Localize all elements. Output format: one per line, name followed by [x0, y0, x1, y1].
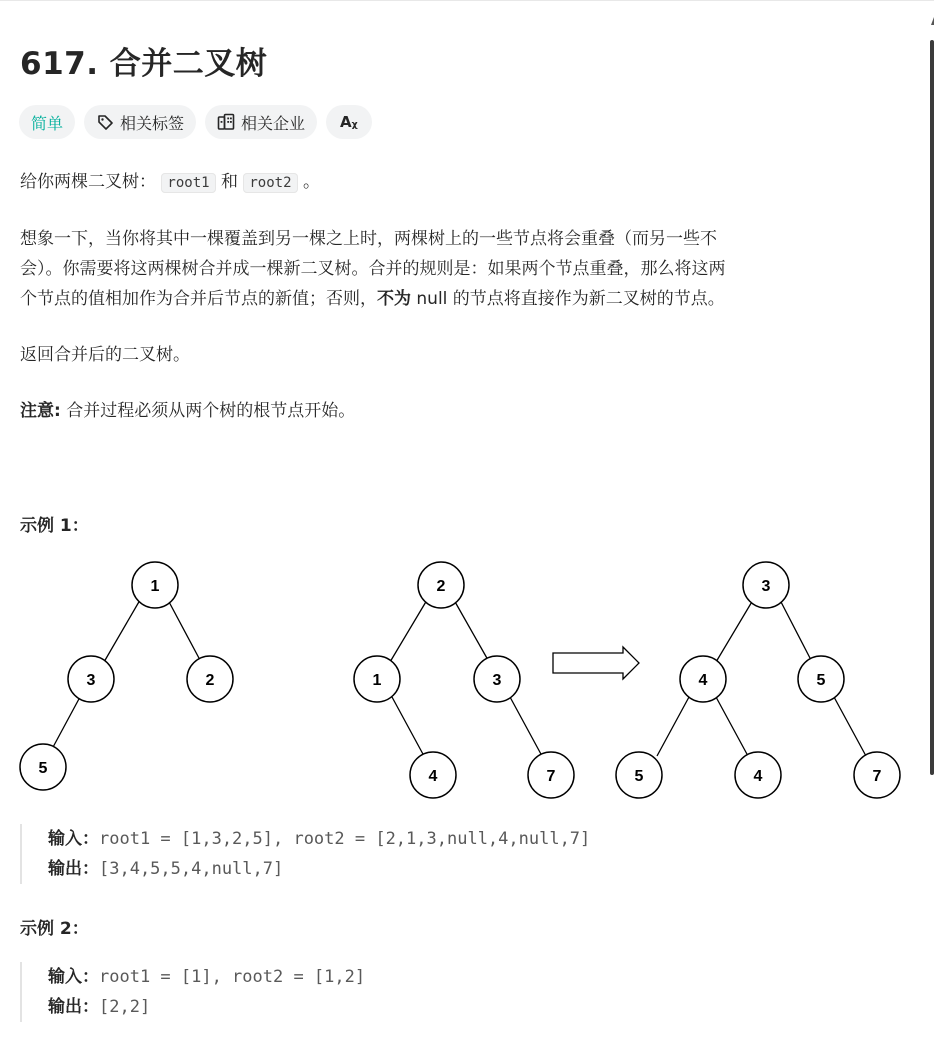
example-2-io-block	[20, 962, 365, 1022]
input-label: 输入：	[48, 967, 99, 987]
result-node	[680, 656, 726, 702]
p1-text: 给你两棵二叉树：	[20, 172, 156, 192]
result-node	[854, 752, 900, 798]
p2-line-3-end: null 的节点将直接作为新二叉树的节点。	[411, 289, 725, 309]
output-value: [3,4,5,5,4,null,7]	[99, 859, 284, 879]
svg-text:2: 2	[436, 578, 446, 595]
svg-text:3: 3	[761, 578, 771, 595]
example-2-input-row	[48, 962, 365, 992]
p1-mid-text: 和	[220, 172, 238, 192]
tree1-node	[132, 562, 178, 608]
building-icon	[217, 113, 235, 131]
merge-arrow-icon	[553, 647, 639, 679]
svg-text:3: 3	[492, 672, 502, 689]
inline-code-root1: root1	[161, 173, 215, 193]
output-label: 输出：	[48, 859, 99, 879]
problem-title: 617. 合并二叉树	[20, 46, 268, 82]
tree2-node	[474, 656, 520, 702]
result-node	[798, 656, 844, 702]
tree2-node	[410, 752, 456, 798]
related-topics-label: 相关标签	[120, 113, 185, 133]
svg-text:4: 4	[698, 672, 708, 689]
svg-text:2: 2	[205, 672, 215, 689]
p2-line-3	[20, 284, 900, 314]
note-paragraph	[20, 396, 900, 426]
svg-text:1: 1	[150, 578, 160, 595]
example-1-output-row	[48, 854, 590, 884]
svg-text:4: 4	[753, 768, 763, 785]
tag-icon	[96, 113, 114, 131]
related-companies-label: 相关企业	[241, 113, 306, 133]
tree1-node	[20, 744, 66, 790]
p2-line-3-start: 个节点的值相加作为合并后节点的新值；否则，	[20, 289, 377, 309]
description-paragraph-3: 返回合并后的二叉树。	[20, 345, 190, 365]
example-1-title: 示例 1：	[20, 516, 89, 536]
description-paragraph-2	[20, 224, 900, 314]
svg-text:7: 7	[546, 768, 556, 785]
tree2-node	[354, 656, 400, 702]
svg-text:5: 5	[816, 672, 826, 689]
note-text: 合并过程必须从两个树的根节点开始。	[60, 401, 356, 421]
tree2-node	[418, 562, 464, 608]
related-companies-button[interactable]	[205, 105, 317, 139]
svg-text:3: 3	[86, 672, 96, 689]
top-divider	[0, 0, 934, 1]
output-value: [2,2]	[99, 997, 151, 1017]
diagram-edges	[52, 600, 866, 756]
example-1-input-row	[48, 824, 590, 854]
inline-code-root2: root2	[243, 173, 297, 193]
input-value: root1 = [1], root2 = [1,2]	[99, 967, 366, 987]
font-size-button[interactable]	[326, 105, 372, 139]
difficulty-badge	[19, 105, 75, 139]
svg-text:4: 4	[428, 768, 438, 785]
tree-nodes	[20, 562, 900, 798]
tree1-node	[187, 656, 233, 702]
result-node	[743, 562, 789, 608]
input-label: 输入：	[48, 829, 99, 849]
result-node	[616, 752, 662, 798]
description-paragraph-1	[20, 167, 900, 198]
input-value: root1 = [1,3,2,5], root2 = [2,1,3,null,4,null,7]	[99, 829, 591, 849]
font-toggle-icon: Aᵪ	[340, 113, 358, 131]
example-1-io-block	[20, 824, 590, 884]
related-topics-button[interactable]	[84, 105, 196, 139]
svg-text:1: 1	[372, 672, 382, 689]
example-2-title: 示例 2：	[20, 919, 89, 939]
svg-text:7: 7	[872, 768, 882, 785]
merge-trees-diagram	[0, 548, 934, 808]
tag-bar	[19, 105, 372, 139]
result-node	[735, 752, 781, 798]
svg-text:5: 5	[634, 768, 644, 785]
tree2-node	[528, 752, 574, 798]
output-label: 输出：	[48, 997, 99, 1017]
p1-end-text: 。	[302, 172, 320, 192]
p2-bold-text: 不为	[377, 289, 411, 309]
p2-line-2: 会）。你需要将这两棵树合并成一棵新二叉树。合并的规则是：如果两个节点重叠，那么将这两	[20, 259, 726, 279]
p2-line-1: 想象一下，当你将其中一棵覆盖到另一棵之上时，两棵树上的一些节点将会重叠（而另一些不	[20, 229, 717, 249]
difficulty-label: 简单	[31, 113, 64, 133]
example-2-output-row	[48, 992, 365, 1022]
note-label: 注意:	[20, 401, 61, 421]
tree1-node	[68, 656, 114, 702]
svg-text:5: 5	[38, 760, 48, 777]
